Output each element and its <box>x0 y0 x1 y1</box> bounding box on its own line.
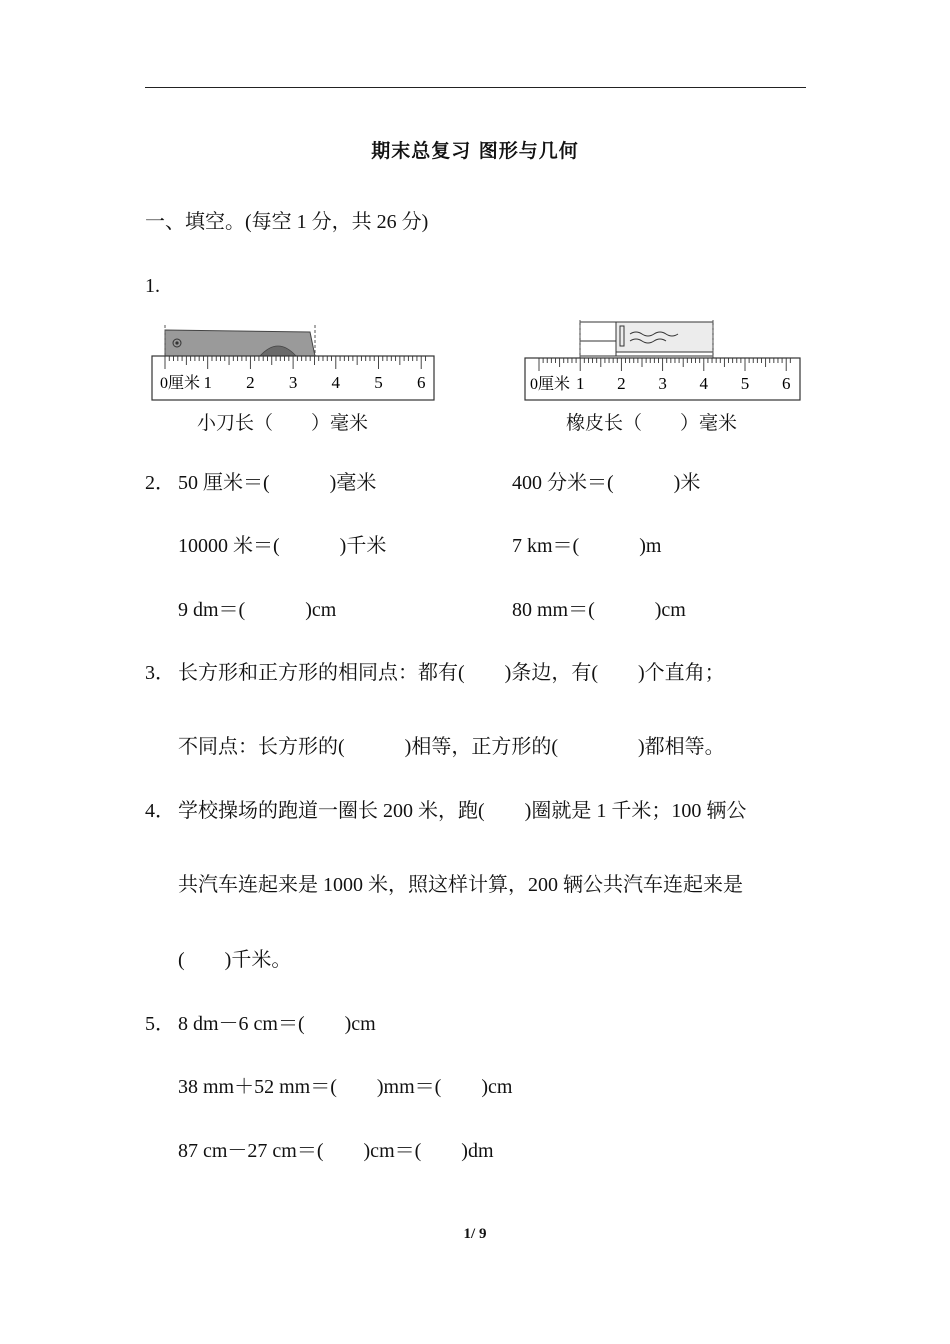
ruler-label-1: 1 <box>203 373 212 392</box>
ruler-zero-label: 0厘米 <box>530 376 571 393</box>
question-5-number: 5． <box>145 1013 175 1035</box>
q3-line-1: 长方形和正方形的相同点：都有( )条边，有( )个直角； <box>178 662 725 684</box>
question-3-number: 3． <box>145 662 175 684</box>
knife-ruler-figure <box>150 322 436 402</box>
knife-caption: 小刀长（ ）毫米 <box>197 413 369 434</box>
question-4-number: 4． <box>145 800 175 822</box>
ruler-label-1: 1 <box>575 374 585 393</box>
q2-item-a: 50 厘米＝( )毫米 <box>178 472 377 494</box>
eraser-caption: 橡皮长（ ）毫米 <box>566 413 738 434</box>
q5-item-b: 38 mm＋52 mm＝( )mm＝( )cm <box>178 1076 513 1098</box>
q2-item-e: 9 dm＝( )cm <box>178 599 337 621</box>
q4-line-3: ( )千米。 <box>178 949 292 971</box>
ruler-label-6: 6 <box>416 373 426 392</box>
q4-line-1: 学校操场的跑道一圈长 200 米，跑( )圈就是 1 千米；100 辆公 <box>178 800 747 822</box>
ruler-label-2: 2 <box>246 373 255 392</box>
page-number: 1/ 9 <box>463 1226 487 1242</box>
ruler-label-5: 5 <box>740 374 750 393</box>
question-2-number: 2． <box>145 472 175 494</box>
q4-line-2: 共汽车连起来是 1000 米，照这样计算，200 辆公共汽车连起来是 <box>178 874 743 896</box>
q3-line-2: 不同点：长方形的( )相等，正方形的( )都相等。 <box>178 736 725 758</box>
q2-item-f: 80 mm＝( )cm <box>512 599 686 621</box>
ruler <box>152 356 434 400</box>
ruler-label-4: 4 <box>699 374 709 393</box>
ruler-label-6: 6 <box>781 374 791 393</box>
ruler-label-3: 3 <box>658 374 667 393</box>
ruler-label-3: 3 <box>288 373 298 392</box>
page-title: 期末总复习 图形与几何 <box>371 140 579 162</box>
eraser-ruler-figure <box>522 320 802 402</box>
eraser-image <box>580 320 713 358</box>
q5-item-c: 87 cm－27 cm＝( )cm＝( )dm <box>178 1140 494 1162</box>
ruler-label-4: 4 <box>331 373 341 392</box>
ruler-zero-label: 0厘米 <box>160 375 201 392</box>
q2-item-b: 400 分米＝( )米 <box>512 472 701 494</box>
section-heading: 一、填空。(每空 1 分，共 26 分) <box>145 211 429 233</box>
q5-item-a: 8 dm－6 cm＝( )cm <box>178 1013 376 1035</box>
question-1-number: 1. <box>145 275 160 297</box>
header-rule <box>145 87 806 88</box>
ruler-label-5: 5 <box>374 373 383 392</box>
knife-image <box>165 325 315 360</box>
q2-item-d: 7 km＝( )m <box>512 535 662 557</box>
ruler <box>525 358 800 400</box>
q2-item-c: 10000 米＝( )千米 <box>178 535 387 557</box>
ruler-label-2: 2 <box>617 374 626 393</box>
